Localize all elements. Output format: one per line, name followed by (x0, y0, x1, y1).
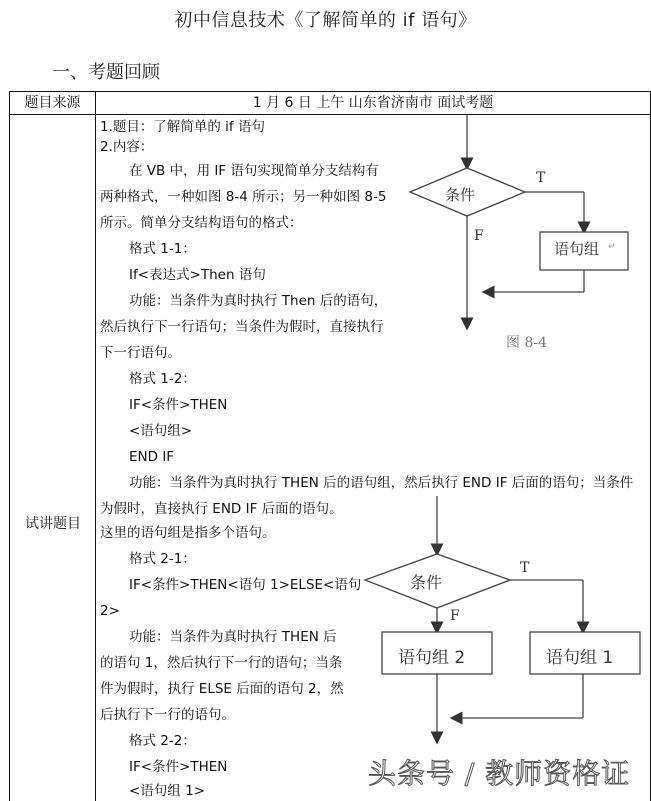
content-line: 格式 1-2： (129, 371, 196, 387)
return-mark-icon: ↵ (608, 242, 616, 252)
content-line: 两种格式，一种如图 8-4 所示；另一种如图 8-5 (100, 189, 387, 205)
content-line: IF<条件>THEN (129, 759, 228, 775)
content-line: 后执行下一行的语句。 (100, 707, 235, 723)
content-line: 格式 2-2： (129, 733, 196, 749)
content-line: END IF (129, 449, 175, 465)
fig-8-4-true-label: T (536, 170, 546, 186)
content-line: IF<条件>THEN<语句 1>ELSE<语句 (129, 577, 362, 593)
fig-8-5-block-true: 语句组 1 (546, 648, 614, 668)
table-row-source (10, 92, 650, 115)
content-line: 功能：当条件为真时执行 THEN 后的语句组，然后执行 END IF 后面的语句；当条件 (129, 475, 634, 491)
fig-8-4-false-label: F (474, 228, 484, 244)
content-line: <语句组 1> (129, 783, 206, 799)
fig-8-4-caption: 图 8-4 (506, 335, 547, 351)
content-line: IF<条件>THEN (129, 397, 228, 413)
content-line: 然后执行下一行语句；当条件为假时，直接执行 (100, 319, 384, 335)
source-value: 1 月 6 日 上午 山东省济南市 面试考题 (252, 95, 494, 111)
content-line: 格式 2-1： (129, 551, 196, 567)
fig-8-4-block: 语句组 (554, 240, 600, 258)
content-line: 的语句 1，然后执行下一行的语句；当条 (100, 655, 343, 671)
flowchart-fig-8-5 (360, 496, 645, 756)
content-line: 这里的语句组是指多个语句。 (100, 525, 276, 541)
document-title: 初中信息技术《了解简单的 if 语句》 (174, 10, 477, 31)
fig-8-4-condition: 条件 (445, 186, 476, 204)
content-line: 2.内容： (100, 139, 154, 155)
section-heading: 一、考题回顾 (52, 62, 160, 83)
content-line: 下一行语句。 (100, 345, 181, 361)
content-line: 为假时，直接执行 END IF 后面的语句。 (100, 501, 343, 517)
content-line: 在 VB 中，用 IF 语句实现简单分支结构有 (129, 163, 379, 179)
content-line: If<表达式>Then 语句 (129, 267, 266, 283)
topic-label: 试讲题目 (25, 516, 81, 532)
flowchart-fig-8-4 (400, 114, 640, 354)
fig-8-5-false-label: F (450, 608, 460, 624)
fig-8-5-true-label: T (520, 560, 530, 576)
content-line: 功能：当条件为真时执行 Then 后的语句， (129, 293, 388, 309)
content-line: 所示。简单分支结构语句的格式： (100, 215, 303, 231)
content-line: 功能：当条件为真时执行 THEN 后 (129, 629, 337, 645)
fig-8-5-block-false: 语句组 2 (398, 648, 466, 668)
fig-8-5-condition: 条件 (410, 573, 443, 592)
source-label: 题目来源 (10, 92, 96, 114)
content-line: 格式 1-1： (129, 241, 196, 257)
content-line: 件为假时，执行 ELSE 后面的语句 2，然 (100, 681, 344, 697)
watermark-text: 头条号 / 教师资格证 (368, 757, 631, 790)
topic-label-cell (10, 115, 96, 801)
content-line: 2> (100, 603, 120, 619)
content-line: 1.题目：了解简单的 if 语句 (100, 119, 265, 135)
content-line: <语句组> (129, 423, 193, 439)
